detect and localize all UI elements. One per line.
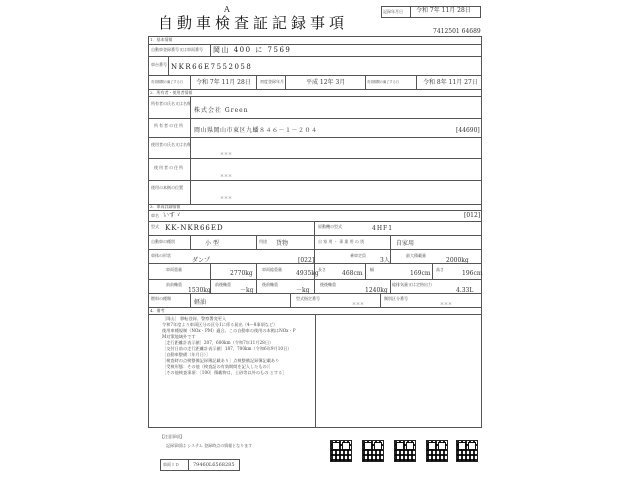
qr-code-icon [362,440,384,462]
remark-line: M対策地域外です [162,334,196,339]
document-number: 7412501 64689 [433,28,481,35]
user-addr-value: ＊＊＊ [220,173,232,178]
maker-code: [012] [464,212,481,219]
shape-code: [022] [298,257,315,264]
base-label: 使用の本拠の位置 [151,185,183,190]
reg-value: 岡山 400 に 7569 [213,46,292,54]
user-name-value: ＊＊＊ [220,151,232,156]
maxload-label: 最大積載量 [406,253,426,258]
width-label: 幅 [370,267,374,272]
sec3-heading: 3．車両詳細情報 [150,204,181,209]
remark-line: 令和7年度より車両区分の区分1に係る届出（4〜8事項など） [162,322,278,327]
seats-label: 乗車定員 [350,253,366,258]
model-value: KK-NKR66ED [165,224,224,232]
engine-value: 4HF1 [372,225,394,232]
use-label: 用途 [259,239,267,244]
notes-heading: 【注意事項】 [160,434,184,439]
rf-label: 後前軸重 [262,282,278,287]
owner-addr-value: 岡山県岡山市東区九蟠８４６－１－２０４ [194,127,318,134]
remark-line: ［検査時の点検整備記録簿記載あり］点検整備記録簿記載あり [162,358,280,363]
remark-line: ［走行距離計表示値］207，600km（令和7年11月28日） [162,340,274,345]
engine-label: 原動機の型式 [318,224,342,229]
remark-line: 使用車種規制（NOx・PM）適合。この自動車の使用の本拠はNOx・P [162,328,296,333]
remark-line: ［岡山］ 移転登録、警察署変更入 [162,316,227,321]
qr-code-icon [456,440,478,462]
remark-line: ［その他検査事項：［100］積載物は，土砂等以外のもの とする］ [162,370,287,375]
class-label: 自動車の種別 [151,239,175,244]
user-name-label: 使用者の氏名又は名称 [151,142,191,147]
qr-code-icon [394,440,416,462]
length-label: 長さ [318,267,326,272]
maxload-value: 2000kg [446,257,469,264]
first-reg-label: 初度登録年月 [260,79,284,84]
class-no-label: 類別区分番号 [384,296,408,301]
expiry-label: 有効期間の満了する日 [151,79,183,84]
type-no-value: ＊＊＊ [352,301,364,306]
use-value: 貨物 [276,240,289,247]
chassis-value: NKR66E7552058 [171,63,253,71]
remark-line: ［自動車整備（年月日）］ [162,352,211,357]
issue-value: 令和 8年 11月 27日 [423,79,478,86]
header-mark: A [224,5,230,14]
fr-value: －kg [240,287,254,294]
biz-label: 自 家 用 ・ 事 業 用 の 別 [318,239,365,244]
issue-label: 有効期間の満了する日 [367,79,399,84]
remark-line: ［交付日前の走行距離計表示値］187，700km（令和6年9月10日） [162,346,292,351]
sec1-heading: 1．基本情報 [150,37,173,42]
width-value: 169cm [410,270,431,277]
model-label: 型式 [151,224,159,229]
owner-name-value: 株式会社 Green [194,107,249,114]
first-reg-value: 平成 12年 3月 [306,79,346,86]
weight-value: 2770kg [230,270,253,277]
owner-addr-label: 所有者の住所 [154,123,184,128]
fuel-value: 軽油 [194,299,207,306]
class-value: 小 型 [205,240,219,247]
qr-code-icon [426,440,448,462]
rr-value: 1240kg [365,287,388,294]
rr-label: 後後軸重 [320,282,336,287]
reg-label: 自動車登録番号又は車両番号 [151,47,203,52]
biz-value: 自家用 [396,240,415,247]
gross-value: 4935kg [296,270,319,277]
length-value: 468cm [342,270,363,277]
sec2-heading: 2．所有者・使用者情報 [150,90,193,95]
date-value: 令和 7年 11月 28日 [416,7,471,14]
class-no-value: ＊＊＊ [440,301,452,306]
weight-label: 車両重量 [166,267,182,272]
remarks-list [162,316,312,376]
fuel-label: 燃料の種類 [151,296,171,301]
owner-code: [44690] [456,127,480,134]
ff-value: 1530kg [188,287,211,294]
disp-label: 総排気量又は定格出力 [392,282,432,287]
expiry-value: 令和 7年 11月 28日 [196,79,251,86]
document-title: 自動車検査証記録事項 [158,14,349,32]
type-no-label: 型式指定番号 [296,296,320,301]
height-value: 196cm [462,270,483,277]
vehicle-id-value: 79460L6568285 [193,462,235,468]
date-label: 記録年月日 [383,9,403,14]
shape-value: ダンプ [192,257,211,264]
ff-label: 前前軸重 [166,282,182,287]
owner-name-label: 所有者の氏名又は名称 [151,101,191,106]
gross-label: 車両総重量 [262,267,282,272]
sec4-heading: 4．備考 [150,308,165,313]
maker-label: 車名 [151,213,159,218]
remark-line: ［受検形態：その他（検査証の有効期間を記入したもの）］ [162,364,273,369]
shape-label: 車体の形状 [151,253,171,258]
seats-value: 3人 [380,257,390,264]
notes-line: 記録事項は システム 登録時点の情報となります [166,443,253,448]
rf-value: －kg [296,287,310,294]
maker-value: いすゞ [163,212,182,219]
fr-label: 前後軸重 [215,282,231,287]
qr-code-icon [330,440,352,462]
vehicle-id-label: 車両ＩＤ [163,462,179,467]
user-addr-label: 使用者の住所 [154,165,184,170]
base-value: ＊＊＊ [220,195,232,200]
disp-value: 4.33L [456,287,474,294]
height-label: 高さ [436,267,444,272]
chassis-label: 車台番号 [151,62,167,67]
